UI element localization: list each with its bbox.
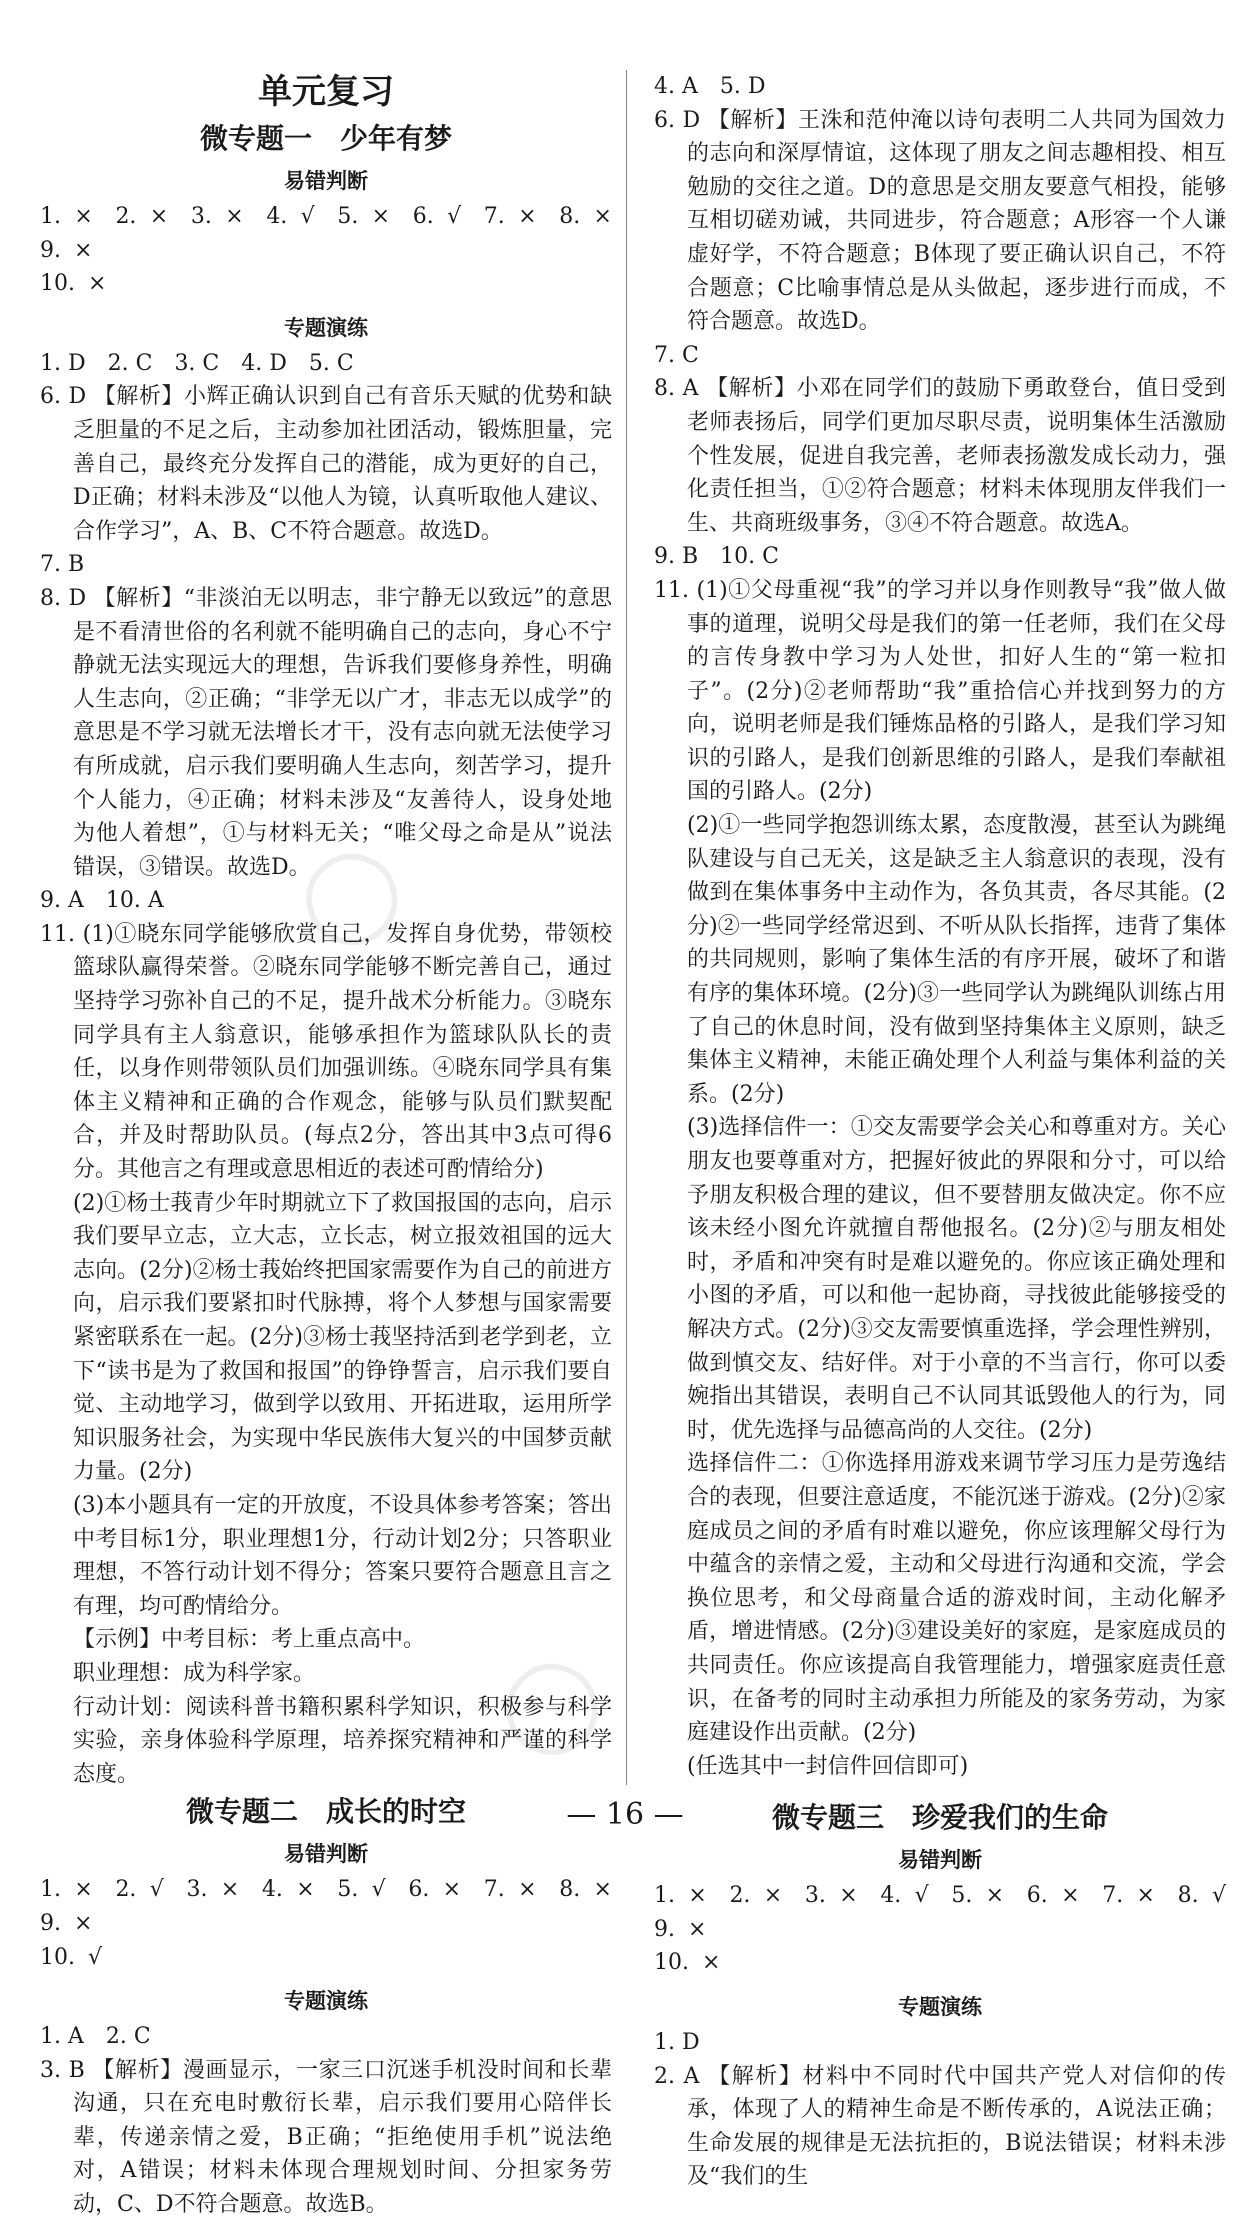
topic-3-easy-title: 易错判断: [898, 1848, 982, 1873]
topic-2-answer-11-part-2: (2)①一些同学抱怨训练太累，态度散漫，甚至认为跳绳队建设与自己无关，这是缺乏主人翁意识的表现，没有做到在集体事务中主动作为，各负其责，各尽其能。(2分)②一些同学经常迟到、不听从队长指挥，违背了集体的共同规则，影响了集体生活的有序开展，破坏了和谐有序的集体环境。(2分)③一些同学认为跳绳队训练占用了自己的休息时间，没有做到坚持集体主义原则，缺乏集体主义精神，未能正确处理个人利益与集体利益的关系。(2分): [687, 813, 1226, 1107]
topic-2-title: 微专题二 成长的时空: [185, 1795, 466, 1829]
topic-1-title: 微专题一 少年有梦: [199, 122, 452, 155]
topic-1-example-goal: 【示例】中考目标：考上重点高中。: [73, 1627, 426, 1653]
topic-1-answer-9-10: 9. A 10. A: [40, 888, 164, 914]
topic-1-answer-11-part-3: (3)本小题具有一定的开放度，不设具体参考答案；答出中考目标1分，职业理想1分，行动计划2分；只答职业理想，不答行动计划不得分；答案只要符合题意且言之有理，均可酌情给分。: [73, 1492, 612, 1619]
unit-title: 单元复习: [258, 72, 394, 112]
topic-1-answer-8: 8. D 【解析】“非淡泊无以明志，非宁静无以致远”的意思是不看清世俗的名利就不能明确自己的志向，身心不宁静就无法实现远大的理想，告诉我们要修身养性，明确人生志向，②正确；“非学无以广才，非志无以成学”的意思是不学习就无法增长才干，没有志向就无法使学习有所成就，启示我们要明确人生志向，刻苦学习，提升个人能力，④正确；材料未涉及“友善待人，设身处地为他人着想”，①与材料无关；“唯父母之命是从”说法错误，③错误。故选D。: [40, 585, 612, 880]
topic-2-tf-line-1: 1. × 2. √ 3. × 4. × 5. √ 6. × 7. × 8. × 9. ×: [40, 1877, 635, 1936]
topic-2-answer-3: 3. B 【解析】漫画显示，一家三口沉迷手机没时间和长辈沟通，只在充电时敷衍长辈，启示我们要用心陪伴长辈，传递亲情之爱，B正确；“拒绝使用手机”说法绝对，A错误；材料未体现合理规划时间、分担家务劳动，C、D不符合题意。故选B。: [40, 2057, 612, 2218]
topic-3-drill-title: 专题演练: [898, 1995, 982, 2020]
topic-1-answer-7: 7. B: [40, 552, 85, 578]
topic-2-drill-title: 专题演练: [284, 1989, 368, 2014]
topic-2-answer-8: 8. A 【解析】小邓在同学们的鼓励下勇敢登台，值日受到老师表扬后，同学们更加尽职尽责，说明集体生活激励个性发展，促进自我完善，老师表扬激发成长动力，强化责任担当，①②符合题意；材料未体现朋友伴我们一生、共商班级事务，③④不符合题意。故选A。: [654, 376, 1226, 536]
topic-2-answer-1-2: 1. A 2. C: [40, 2024, 151, 2050]
topic-1-example-career: 职业理想：成为科学家。: [73, 1660, 316, 1686]
topic-1-drill-title: 专题演练: [284, 315, 368, 340]
topic-1-answer-1-5: 1. D 2. C 3. C 4. D 5. C: [40, 350, 354, 376]
topic-1-answer-6: 6. D 【解析】小辉正确认识到自己有音乐天赋的优势和缺乏胆量的不足之后，主动参加社团活动，锻炼胆量，完善自己，最终充分发挥自己的潜能，成为更好的自己，D正确；材料未涉及“以他人为镜，认真听取他人建议、合作学习”，A、B、C不符合题意。故选D。: [40, 384, 612, 544]
watermark-logo-bottom: ◯: [490, 1640, 611, 1765]
page-number: — 16 —: [566, 1797, 684, 1832]
topic-2-answer-9-10: 9. B 10. C: [654, 544, 779, 570]
watermark-logo: ◯: [290, 830, 411, 955]
topic-2-answer-6: 6. D 【解析】王洙和范仲淹以诗句表明二人共同为国效力的志向和深厚情谊，这体现了朋友之间志趣相投、相互勉励的交往之道。D的意思是交朋友要意气相投，能够互相切磋劝诫，共同进步，符合题意；A形容一个人谦虚好学，不符合题意；B体现了要正确认识自己，不符合题意；C比喻事情总是从头做起，逐步进行而成，不符合题意。故选D。: [654, 107, 1226, 335]
topic-2-answer-11-part-3: (3)选择信件一：①交友需要学会关心和尊重对方。关心朋友也要尊重对方，把握好彼此的界限和分寸，可以给予朋友积极合理的建议，但不要替朋友做决定。你不应该未经小图允许就擅自帮他报名。(2分)②与朋友相处时，矛盾和冲突有时是难以避免的。你应该正确处理和小图的矛盾，可以和他一起协商，寻找彼此能够接受的解决方式。(2分)③交友需要慎重选择，学会理性辨别，做到慎交友、结好伴。对于小章的不当言行，你可以委婉指出其错误，表明自己不认同其诋毁他人的行为，同时，优先选择与品德高尚的人交往。(2分): [687, 1115, 1226, 1443]
topic-1-tf-line-2: 10. ×: [40, 271, 107, 297]
topic-2-answer-11-note: (任选其中一封信件回信即可): [687, 1753, 969, 1779]
topic-2-answer-11-part-4: 选择信件二：①你选择用游戏来调节学习压力是劳逸结合的表现，但要注意适度，不能沉迷于游戏。(2分)②家庭成员之间的矛盾有时难以避免，你应该理解父母行为中蕴含的亲情之爱，主动和父母进行沟通和交流，学会换位思考，和父母商量合适的游戏时间，主动化解矛盾，增进情感。(2分)③建设美好的家庭，是家庭成员的共同责任。你应该提高自我管理能力，增强家庭责任意识，在备考的同时主动承担力所能及的家务劳动，为家庭建设作出贡献。(2分): [687, 1451, 1226, 1746]
topic-2-easy-title: 易错判断: [284, 1842, 368, 1867]
topic-3-answer-1: 1. D: [654, 2030, 700, 2056]
column-divider: [626, 70, 627, 1785]
topic-1-example-plan: 行动计划：阅读科普书籍积累科学知识，积极参与科学实验，亲身体验科学原理，培养探究精神和严谨的科学态度。: [73, 1694, 612, 1787]
topic-2-answer-4-5: 4. A 5. D: [654, 74, 766, 99]
topic-2-answer-7: 7. C: [654, 342, 699, 368]
right-column: [654, 70, 1249, 2194]
topic-3-tf-line-1: 1. × 2. × 3. × 4. √ 5. × 6. × 7. × 8. √ 9. ×: [654, 1883, 1249, 1942]
topic-3-answer-2: 2. A 【解析】材料中不同时代中国共产党人对信仰的传承，体现了人的精神生命是不断传承的，A说法正确；生命发展的规律是无法抗拒的，B说法错误；材料未涉及“我们的生: [654, 2063, 1226, 2190]
topic-1-answer-11-part-2: (2)①杨士莪青少年时期就立下了救国报国的志向，启示我们要早立志，立大志，立长志，树立报效祖国的远大志向。(2分)②杨士莪始终把国家需要作为自己的前进方向，启示我们要紧扣时代脉搏，将个人梦想与国家需要紧密联系在一起。(2分)③杨士莪坚持活到老学到老，立下“读书是为了救国和报国”的铮铮誓言，启示我们要自觉、主动地学习，做到学以致用、开拓进取，运用所学知识服务社会，为实现中华民族伟大复兴的中国梦贡献力量。(2分): [73, 1190, 612, 1485]
topic-3-title: 微专题三 珍爱我们的生命: [771, 1801, 1108, 1835]
topic-3-tf-line-2: 10. ×: [654, 1950, 721, 1976]
topic-1-answer-11-part-1: 11. (1)①晓东同学能够欣赏自己，发挥自身优势，带领校篮球队赢得荣誉。②晓东同学能够不断完善自己，通过坚持学习弥补自己的不足，提升战术分析能力。③晓东同学具有主人翁意识，能够承担作为篮球队队长的责任，以身作则带领队员们加强训练。④晓东同学具有集体主义精神和正确的合作观念，能够与队员们默契配合，并及时帮助队员。(每点2分，答出其中3点可得6分。其他言之有理或意思相近的表述可酌情给分): [40, 921, 612, 1183]
topic-1-easy-title: 易错判断: [284, 169, 368, 193]
topic-1-tf-line-1: 1. × 2. × 3. × 4. √ 5. × 6. √ 7. × 8. × 9. ×: [40, 204, 635, 263]
topic-2-answer-11-part-1: 11. (1)①父母重视“我”的学习并以身作则教导“我”做人做事的道理，说明父母是我们的第一任老师，我们在父母的言传身教中学习为人处世，扣好人生的“第一粒扣子”。(2分)②老师帮助“我”重拾信心并找到努力的方向，说明老师是我们锤炼品格的引路人，是我们学习知识的引路人，是我们创新思维的引路人，是我们奉献祖国的引路人。(2分): [654, 577, 1226, 805]
topic-2-tf-line-2: 10. √: [40, 1944, 102, 1970]
